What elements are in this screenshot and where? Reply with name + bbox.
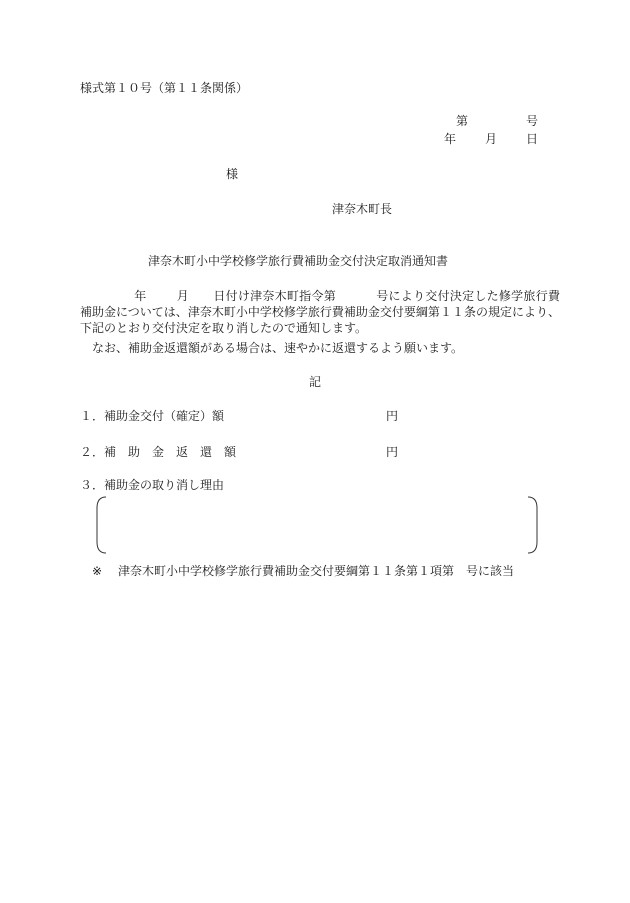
paragraph-year: 年 (134, 289, 147, 303)
item-1-label: １．補助金交付（確定）額 (80, 409, 225, 423)
form-number: 様式第１０号（第１１条関係） (80, 81, 249, 95)
paragraph-number-text: 号により交付決定した修学旅行費補助金については、津奈木町小中学校修学旅行費補助金交付要綱第１１条の規定により、下記のとおり交付決定を取り消したので通知します。 (80, 289, 560, 335)
date-day: 日 (526, 132, 539, 146)
document-number-suffix: 号 (526, 114, 539, 128)
document-title: 津奈木町小中学校修学旅行費補助金交付決定取消通知書 (148, 254, 449, 268)
addressee-suffix: 様 (226, 167, 239, 181)
note-mark: ※ (92, 564, 103, 578)
reason-bracket (96, 496, 538, 554)
ki-heading: 記 (309, 375, 322, 389)
item-1-unit: 円 (386, 409, 399, 423)
item-3-label: ３．補助金の取り消し理由 (80, 478, 225, 492)
body-paragraph-2: なお、補助金返還額がある場合は、速やかに返還するよう願います。 (92, 341, 464, 355)
date-month: 月 (485, 132, 498, 146)
paragraph-date-text: 日付け津奈木町指令第 (213, 289, 336, 303)
body-paragraph-1 (80, 288, 560, 336)
document-number-prefix: 第 (456, 114, 469, 128)
item-2-label: ２．補 助 金 返 還 額 (80, 445, 237, 459)
paragraph-month: 月 (176, 289, 190, 303)
issuer-name: 津奈木町長 (332, 202, 393, 216)
item-2-unit: 円 (386, 445, 399, 459)
note-text: 津奈木町小中学校修学旅行費補助金交付要綱第１１条第１項第 号に該当 (118, 564, 515, 578)
date-year: 年 (444, 132, 457, 146)
